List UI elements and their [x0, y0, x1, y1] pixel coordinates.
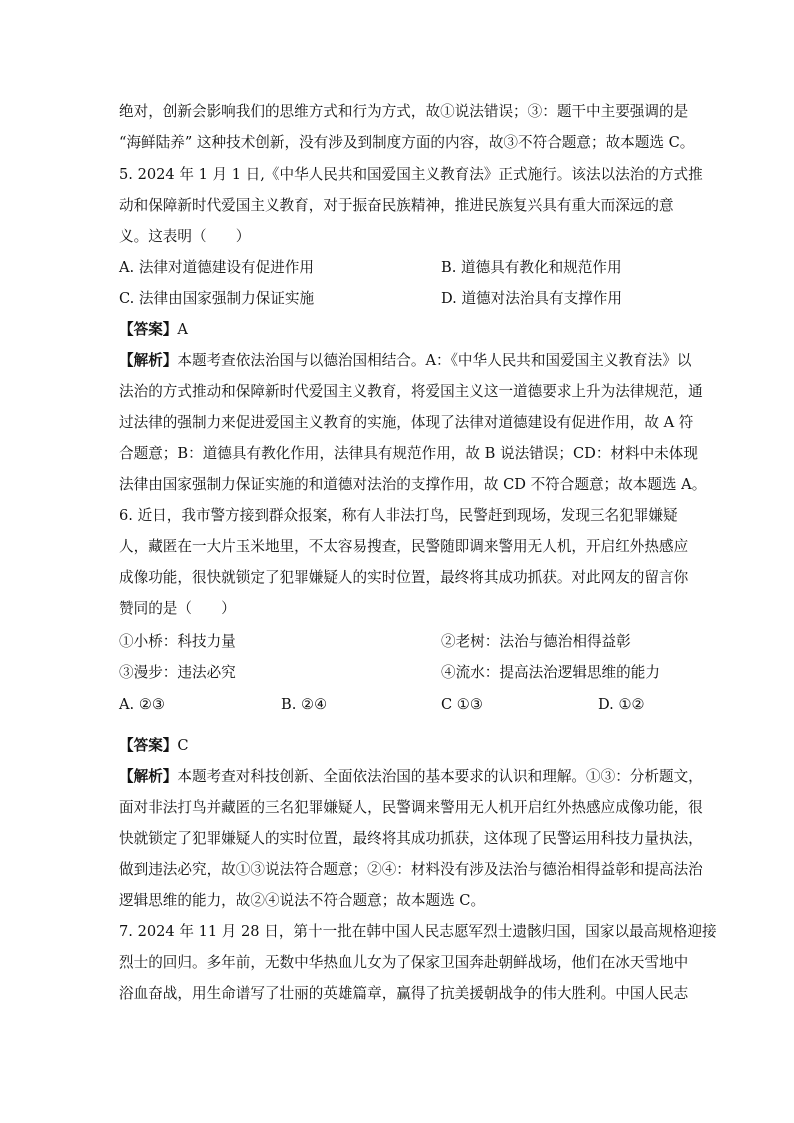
question-5-stem: 义。这表明（ ）	[119, 228, 251, 245]
answer-value: A	[177, 321, 188, 338]
question-7-stem: 烈士的回归。多年前，无数中华热血儿女为了保家卫国奔赴朝鲜战场，他们在冰天雪地中	[119, 954, 689, 971]
question-7-stem: 浴血奋战，用生命谱写了壮丽的英雄篇章，赢得了抗美援朝战争的伟大胜利。中国人民志	[119, 985, 689, 1002]
option-a: A. 法律对道德建设有促进作用	[119, 259, 314, 276]
analysis-line	[119, 351, 691, 371]
analysis-line	[119, 767, 703, 787]
question-6-stem: 赞同的是（ ）	[119, 600, 236, 617]
option-b: B. ②④	[281, 696, 328, 713]
option-d: D. ①②	[598, 696, 645, 713]
text-line: 绝对，创新会影响我们的思维方式和行为方式，故①说法错误；③：题干中主要强调的是	[119, 103, 689, 120]
option-b: B. 道德具有教化和规范作用	[441, 259, 622, 276]
text-line: “海鲜陆养” 这种技术创新，没有涉及到制度方面的内容，故③不符合题意；故本题选 C。	[119, 134, 695, 151]
option-a: A. ②③	[119, 696, 165, 713]
question-6-stem: 人，藏匿在一大片玉米地里，不太容易搜查，民警随即调来警用无人机，开启红外热感应	[119, 538, 689, 555]
statement-4: ④流水：提高法治逻辑思维的能力	[441, 664, 660, 681]
analysis-text: 法律由国家强制力保证实施的和道德对法治的支撑作用，故 CD 不符合题意；故本题选 A。	[119, 476, 707, 493]
analysis-text: 逻辑思维的能力，故②④说法不符合题意；故本题选 C。	[119, 892, 486, 909]
question-6-stem: 成像功能，很快就锁定了犯罪嫌疑人的实时位置，最终将其成功抓获。对此网友的留言你	[119, 569, 689, 586]
answer-line	[119, 736, 189, 756]
answer-line	[119, 320, 188, 340]
statement-1: ①小桥：科技力量	[119, 633, 236, 650]
analysis-text: 法治的方式推动和保障新时代爱国主义教育，将爱国主义这一道德要求上升为法律规范，通	[119, 383, 703, 400]
statement-3: ③漫步：违法必究	[119, 664, 236, 681]
analysis-text: 做到违法必究，故①③说法符合题意；②④：材料没有涉及法治与德治相得益彰和提高法治	[119, 861, 703, 878]
analysis-text: 本题考查对科技创新、全面依法治国的基本要求的认识和理解。①③：分析题文，	[177, 768, 703, 785]
analysis-label: 【解析】	[119, 768, 178, 785]
analysis-text: 面对非法打鸟并藏匿的三名犯罪嫌疑人，民警调来警用无人机开启红外热感应成像功能，很	[119, 799, 703, 816]
question-5-stem: 动和保障新时代爱国主义教育，对于振奋民族精神，推进民族复兴具有重大而深远的意	[119, 197, 674, 214]
statement-2: ②老树：法治与德治相得益彰	[441, 633, 631, 650]
analysis-label: 【解析】	[119, 352, 178, 369]
option-c: C. 法律由国家强制力保证实施	[119, 290, 315, 307]
question-5-stem: 5. 2024 年 1 月 1 日,《中华人民共和国爱国主义教育法》正式施行。该法以法治的方式推	[119, 166, 703, 183]
analysis-text: 本题考查依法治国与以德治国相结合。A：《中华人民共和国爱国主义教育法》以	[177, 352, 692, 369]
option-c: C ①③	[441, 696, 483, 713]
analysis-text: 合题意；B：道德具有教化作用，法律具有规范作用，故 B 说法错误；CD：材料中未体现	[119, 445, 698, 462]
answer-value: C	[177, 737, 189, 754]
question-6-stem: 6. 近日，我市警方接到群众报案，称有人非法打鸟，民警赶到现场，发现三名犯罪嫌疑	[119, 507, 678, 524]
analysis-text: 快就锁定了犯罪嫌疑人的实时位置，最终将其成功抓获，这体现了民警运用科技力量执法，	[119, 830, 703, 847]
answer-label: 【答案】	[119, 321, 178, 338]
question-7-stem: 7. 2024 年 11 月 28 日，第十一批在韩中国人民志愿军烈士遗骸归国，国家以最高规格迎接	[119, 923, 717, 940]
answer-label: 【答案】	[119, 737, 178, 754]
analysis-text: 过法律的强制力来促进爱国主义教育的实施，体现了法律对道德建设有促进作用，故 A 符	[119, 414, 694, 431]
option-d: D. 道德对法治具有支撑作用	[441, 290, 622, 307]
